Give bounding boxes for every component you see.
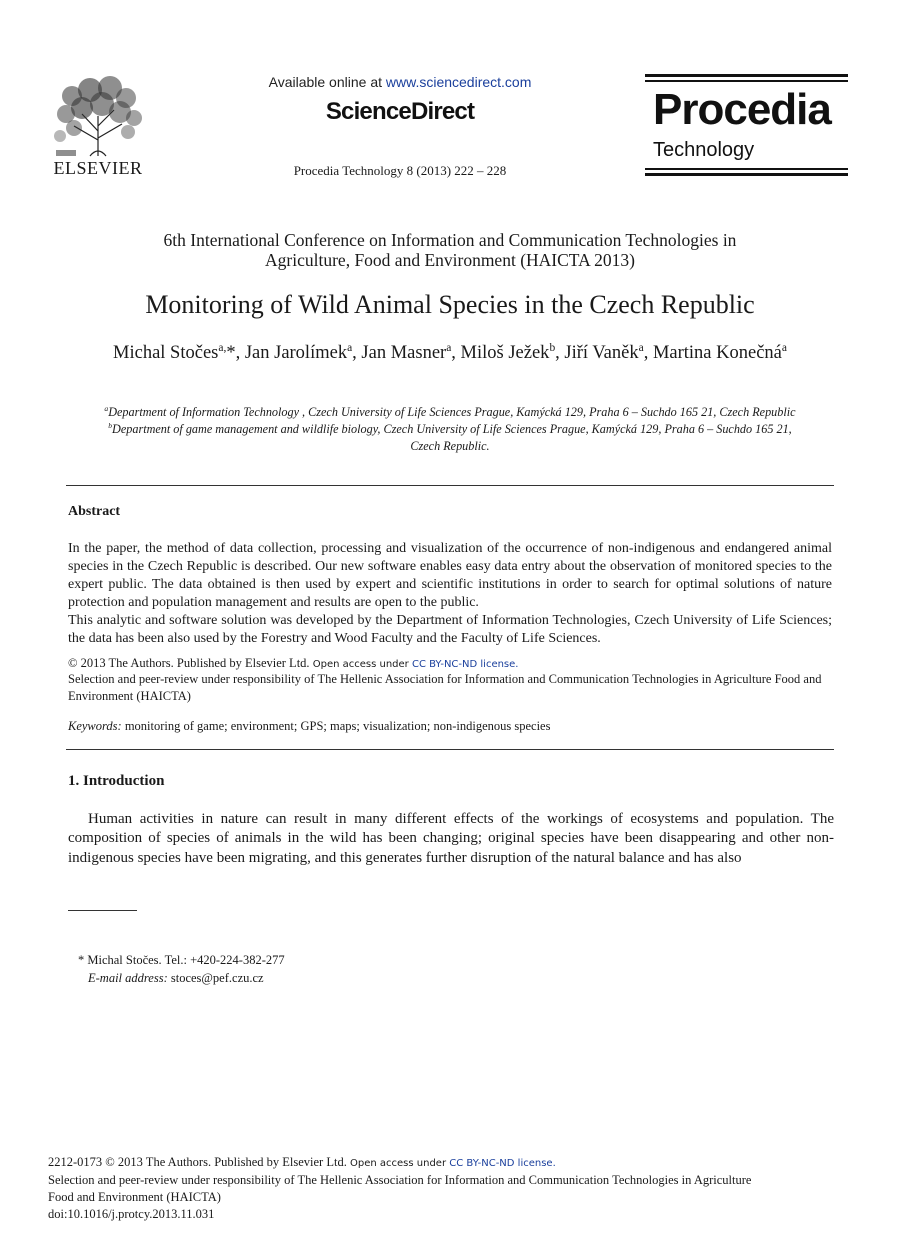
affiliation-a-sup: a <box>104 403 109 413</box>
divider-top <box>66 485 834 486</box>
footer-peer-review-1: Selection and peer-review under responsibility of The Hellenic Association for Information and Communication Technologies in Agriculture <box>48 1173 752 1187</box>
author-affiliation-sup: a, <box>218 341 227 354</box>
procedia-name: Procedia <box>653 85 831 134</box>
email-label: E-mail address: <box>88 971 168 985</box>
affiliation-b-line-2: Czech Republic. <box>410 439 490 453</box>
journal-reference: Procedia Technology 8 (2013) 222 – 228 <box>293 163 507 178</box>
footer-peer-review-2: Food and Environment (HAICTA) <box>48 1190 221 1204</box>
author-name: Jan Masner <box>361 343 447 363</box>
footer-open-access: Open access under <box>346 1158 450 1169</box>
open-access-text: Open access under <box>309 659 412 670</box>
author-separator: , <box>643 343 653 363</box>
author-separator: , <box>555 343 565 363</box>
page-footer <box>48 1154 848 1223</box>
sciencedirect-link[interactable]: www.sciencedirect.com <box>385 74 532 90</box>
keywords <box>68 719 550 734</box>
procedia-top-bar <box>645 74 848 77</box>
publisher-name: ELSEVIER <box>53 158 143 178</box>
footer-doi: doi:10.1016/j.protcy.2013.11.031 <box>48 1207 215 1221</box>
footnote-contact: * Michal Stočes. Tel.: +420-224-382-277 <box>78 953 285 967</box>
author-affiliation-sup: a <box>781 341 787 354</box>
author-affiliation-sup: a <box>638 341 644 354</box>
author-name: Miloš Ježek <box>460 343 550 363</box>
divider-bottom <box>66 749 834 750</box>
author-affiliation-sup: a <box>446 341 452 354</box>
author-name: Jan Jarolímek <box>244 343 348 363</box>
license-link[interactable]: CC BY-NC-ND license. <box>411 659 519 670</box>
author-separator: , <box>352 343 362 363</box>
footnote-rule <box>68 910 137 911</box>
author-affiliation-sup: a <box>347 341 353 354</box>
abstract-paragraph-2: This analytic and software solution was developed by the Department of Information Technologies, Czech University of Life Sciences; the data has been also used by the Forestry and Wood Faculty and the Faculty of Life Sciences. <box>68 613 832 646</box>
author-list <box>60 341 840 365</box>
author-name: Michal Stočes <box>113 343 219 363</box>
introduction-paragraph: Human activities in nature can result in many different effects of the workings of ecosystems and population. The composition of species of animals in the wild has been changing; original species have been disappearing and other non-indigenous species have been migrating, and this generates further disruption of the natural balance and has also <box>68 811 834 866</box>
copyright-text: © 2013 The Authors. Published by Elsevier Ltd. <box>68 656 310 670</box>
conference-line-1: 6th International Conference on Information and Communication Technologies in <box>163 230 737 250</box>
available-prefix: Available online at <box>268 74 386 90</box>
footnote-email-line <box>78 969 285 987</box>
abstract-heading: Abstract <box>68 504 121 519</box>
conference-line-2: Agriculture, Food and Environment (HAICTA 2013) <box>265 250 635 270</box>
keywords-label: Keywords: <box>68 719 122 733</box>
sciencedirect-logo: ScienceDirect <box>325 98 475 125</box>
procedia-top-bar-thin <box>645 80 848 82</box>
conference-name <box>60 230 840 270</box>
keywords-list: monitoring of game; environment; GPS; maps; visualization; non-indigenous species <box>121 719 551 733</box>
author-separator: , <box>451 343 461 363</box>
author-separator: , <box>235 343 245 363</box>
available-online-line <box>200 74 600 90</box>
corresponding-author-footnote <box>78 951 285 987</box>
email-address: stoces@pef.czu.cz <box>167 971 264 985</box>
introduction-heading: 1. Introduction <box>68 773 165 789</box>
affiliation-b-text-1: Department of game management and wildlife biology, Czech University of Life Sciences Prague, Kamýcká 129, Praha 6 – Suchdo 165 21, <box>112 422 792 436</box>
affiliations <box>50 404 850 455</box>
affiliation-a-text: Department of Information Technology , Czech University of Life Sciences Prague, Kamýcká 129, Praha 6 – Suchdo 165 21, Czech Republic <box>108 405 796 419</box>
footer-issn-copyright: 2212-0173 © 2013 The Authors. Published by Elsevier Ltd. <box>48 1155 347 1169</box>
footer-license-link[interactable]: CC BY-NC-ND license. <box>449 1158 556 1169</box>
procedia-bottom-bar-thin <box>645 168 848 170</box>
peer-review-statement: Selection and peer-review under responsibility of The Hellenic Association for Information and Communication Technologies in Agriculture Food and Environment (HAICTA) <box>68 672 822 703</box>
corresponding-star: * <box>226 343 236 363</box>
author-name: Jiří Vaněk <box>564 343 639 363</box>
author-name: Martina Konečná <box>652 343 782 363</box>
procedia-logo <box>645 74 848 176</box>
author-affiliation-sup: b <box>549 341 556 354</box>
paper-title: Monitoring of Wild Animal Species in the Czech Republic <box>145 290 755 319</box>
procedia-bottom-bar <box>645 173 848 176</box>
footer-copyright <box>48 1154 848 1172</box>
abstract-paragraph-1: In the paper, the method of data collection, processing and visualization of the occurrence of non-indigenous and endangered animal species in the Czech Republic is described. Our new software enables easy data entry about the observation of monitored species to the expert public. The data obtained is then used by expert and scientific institutions in order to search for optimal solutions of nature protection and population management and results are open to the public. <box>68 541 832 610</box>
affiliation-a <box>50 404 850 421</box>
procedia-subtitle: Technology <box>653 139 755 161</box>
affiliation-b <box>50 421 850 438</box>
affiliation-b-sup: b <box>108 420 113 430</box>
